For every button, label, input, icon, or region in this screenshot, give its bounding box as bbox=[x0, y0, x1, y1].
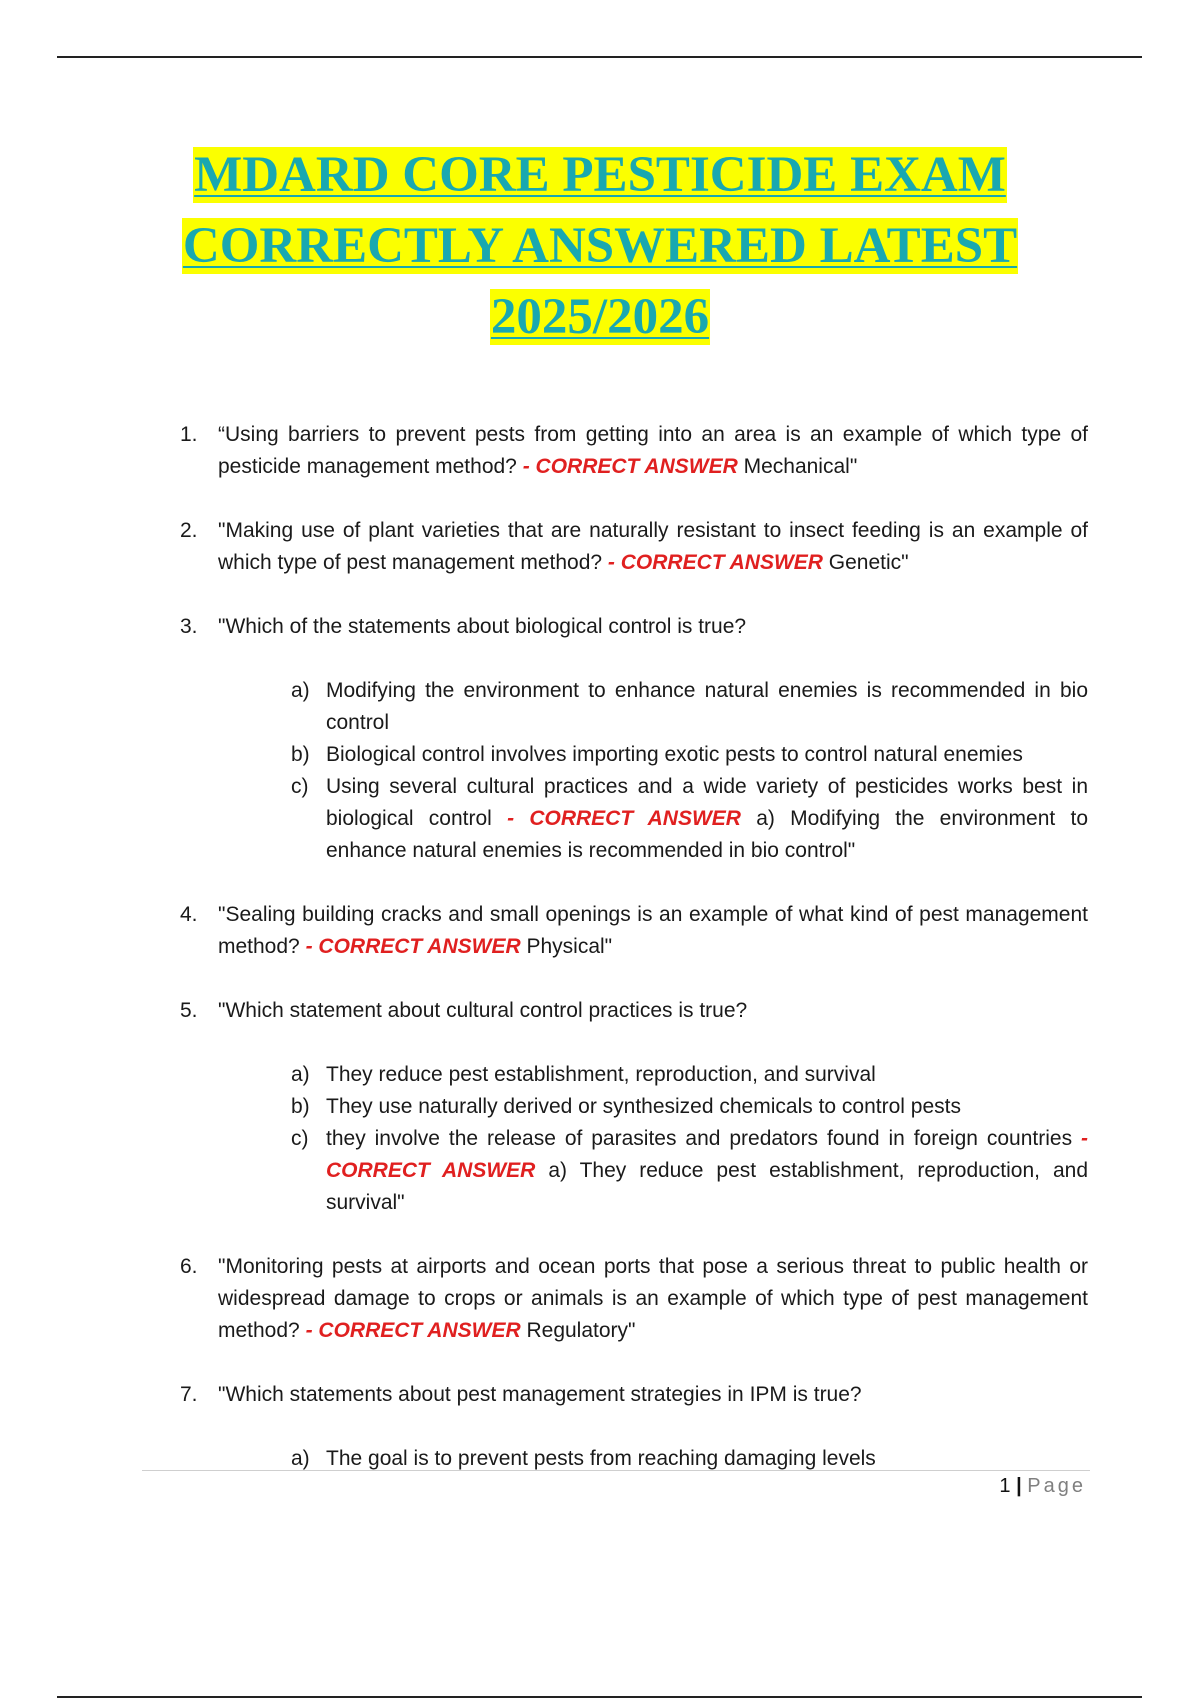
option-list bbox=[218, 1059, 1088, 1219]
title-line-2: CORRECTLY ANSWERED LATEST bbox=[182, 218, 1018, 274]
footer-rule bbox=[142, 1470, 1090, 1471]
option-letter: b) bbox=[291, 1095, 310, 1118]
option-c bbox=[291, 1123, 1088, 1219]
option-a bbox=[291, 1059, 1088, 1091]
question-text: "Monitoring pests at airports and ocean ports that pose a serious threat to public health or widespread damage to crops or animals is an example of which type of pest management method? bbox=[218, 1255, 1088, 1342]
option-letter: b) bbox=[291, 743, 310, 766]
correct-answer-marker: - CORRECT ANSWER bbox=[607, 551, 823, 574]
option-text: They reduce pest establishment, reproduction, and survival bbox=[326, 1063, 876, 1086]
option-text: Biological control involves importing exotic pests to control natural enemies bbox=[326, 743, 1023, 766]
option-text: Using several cultural practices and a wide variety of pesticides works best in biological control bbox=[326, 775, 1088, 830]
question-3 bbox=[180, 611, 1088, 867]
answer-text: a) Modifying the environment to enhance natural enemies is recommended in bio control" bbox=[326, 807, 1089, 862]
option-letter: c) bbox=[291, 775, 309, 798]
question-text: “Using barriers to prevent pests from getting into an area is an example of which type of pesticide management method? bbox=[218, 423, 1088, 478]
correct-answer-marker: - CORRECT ANSWER bbox=[522, 455, 738, 478]
answer-text: Regulatory" bbox=[526, 1319, 636, 1342]
question-6 bbox=[180, 1251, 1088, 1347]
answer-text: a) They reduce pest establishment, reproduction, and survival" bbox=[326, 1159, 1089, 1214]
option-letter: a) bbox=[291, 1063, 310, 1086]
answer-text: Mechanical" bbox=[743, 455, 858, 478]
question-4 bbox=[180, 899, 1088, 963]
question-2 bbox=[180, 515, 1088, 579]
question-number: 3. bbox=[180, 615, 198, 638]
question-number: 6. bbox=[180, 1255, 198, 1278]
correct-answer-marker: - CORRECT ANSWER bbox=[305, 935, 521, 958]
option-list bbox=[218, 675, 1088, 867]
option-text: Modifying the environment to enhance natural enemies is recommended in bio control bbox=[326, 679, 1088, 734]
option-b bbox=[291, 1091, 1088, 1123]
correct-answer-marker: - CORRECT ANSWER bbox=[507, 807, 741, 830]
page-label: Page bbox=[1027, 1475, 1086, 1497]
option-text: The goal is to prevent pests from reaching damaging levels bbox=[326, 1447, 876, 1470]
question-number: 1. bbox=[180, 423, 198, 446]
option-text: They use naturally derived or synthesized chemicals to control pests bbox=[326, 1095, 961, 1118]
question-5 bbox=[180, 995, 1088, 1219]
bottom-rule bbox=[57, 1696, 1142, 1698]
option-c bbox=[291, 771, 1088, 867]
question-number: 4. bbox=[180, 903, 198, 926]
question-7 bbox=[180, 1379, 1088, 1475]
option-a bbox=[291, 675, 1088, 739]
question-number: 5. bbox=[180, 999, 198, 1022]
option-letter: a) bbox=[291, 679, 310, 702]
question-text: "Which statement about cultural control practices is true? bbox=[218, 999, 748, 1022]
question-text: "Which of the statements about biological control is true? bbox=[218, 615, 747, 638]
question-text: "Sealing building cracks and small openings is an example of what kind of pest management method? bbox=[218, 903, 1088, 958]
page-footer bbox=[900, 1472, 1086, 1500]
page-number: 1 bbox=[999, 1475, 1011, 1497]
title-line-1: MDARD CORE PESTICIDE EXAM bbox=[194, 147, 1006, 203]
question-1 bbox=[180, 419, 1088, 483]
document-title bbox=[0, 140, 1200, 353]
question-number: 7. bbox=[180, 1383, 198, 1406]
question-list bbox=[180, 419, 1088, 1507]
page-separator: | bbox=[1016, 1475, 1022, 1497]
title-line-3: 2025/2026 bbox=[490, 289, 710, 345]
option-letter: c) bbox=[291, 1127, 309, 1150]
question-number: 2. bbox=[180, 519, 198, 542]
correct-answer-marker: - CORRECT ANSWER bbox=[305, 1319, 521, 1342]
option-b bbox=[291, 739, 1088, 771]
answer-text: Genetic" bbox=[828, 551, 909, 574]
option-letter: a) bbox=[291, 1447, 310, 1470]
question-text: "Which statements about pest management strategies in IPM is true? bbox=[218, 1383, 862, 1406]
header-rule bbox=[57, 56, 1142, 58]
correct-answer-marker: - CORRECT ANSWER bbox=[326, 1127, 1088, 1182]
answer-text: Physical" bbox=[526, 935, 613, 958]
option-text: they involve the release of parasites and predators found in foreign countries bbox=[326, 1127, 1073, 1150]
question-text: "Making use of plant varieties that are naturally resistant to insect feeding is an example of which type of pest management method? bbox=[218, 519, 1088, 574]
